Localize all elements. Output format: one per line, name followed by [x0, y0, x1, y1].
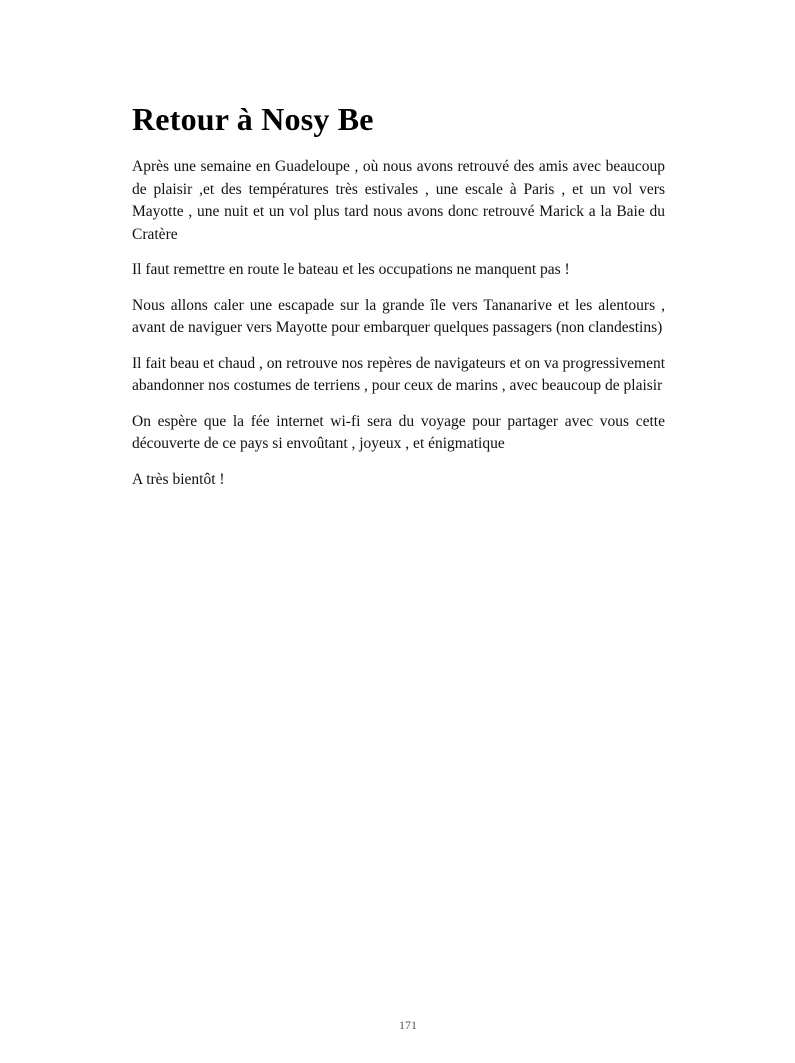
page-number: 171 — [399, 1018, 417, 1032]
paragraph-6: A très bientôt ! — [132, 470, 225, 488]
page-title: Retour à Nosy Be — [132, 101, 374, 137]
paragraph-3: Nous allons caler une escapade sur la grande île vers Tananarive et les alentours , avant de naviguer vers Mayotte pour embarquer quelques passagers (non clandestins) — [132, 296, 665, 336]
paragraph-4: Il fait beau et chaud , on retrouve nos repères de navigateurs et on va progressivement abandonner nos costumes de terriens , pour ceux de marins , avec beaucoup de plaisir — [132, 354, 665, 394]
paragraph-2: Il faut remettre en route le bateau et les occupations ne manquent pas ! — [132, 261, 570, 278]
paragraph-1: Après une semaine en Guadeloupe , où nous avons retrouvé des amis avec beaucoup de plaisir ,et des températures très estivales , une escale à Paris , et un vol vers Mayotte , une nuit et un vol plus tard nous avons donc retrouvé Marick a la Baie du Cratère — [132, 158, 665, 243]
paragraph-5: On espère que la fée internet wi-fi sera du voyage pour partager avec vous cette découverte de ce pays si envoûtant , joyeux , et énigmatique — [132, 412, 665, 452]
article-body — [132, 156, 665, 504]
